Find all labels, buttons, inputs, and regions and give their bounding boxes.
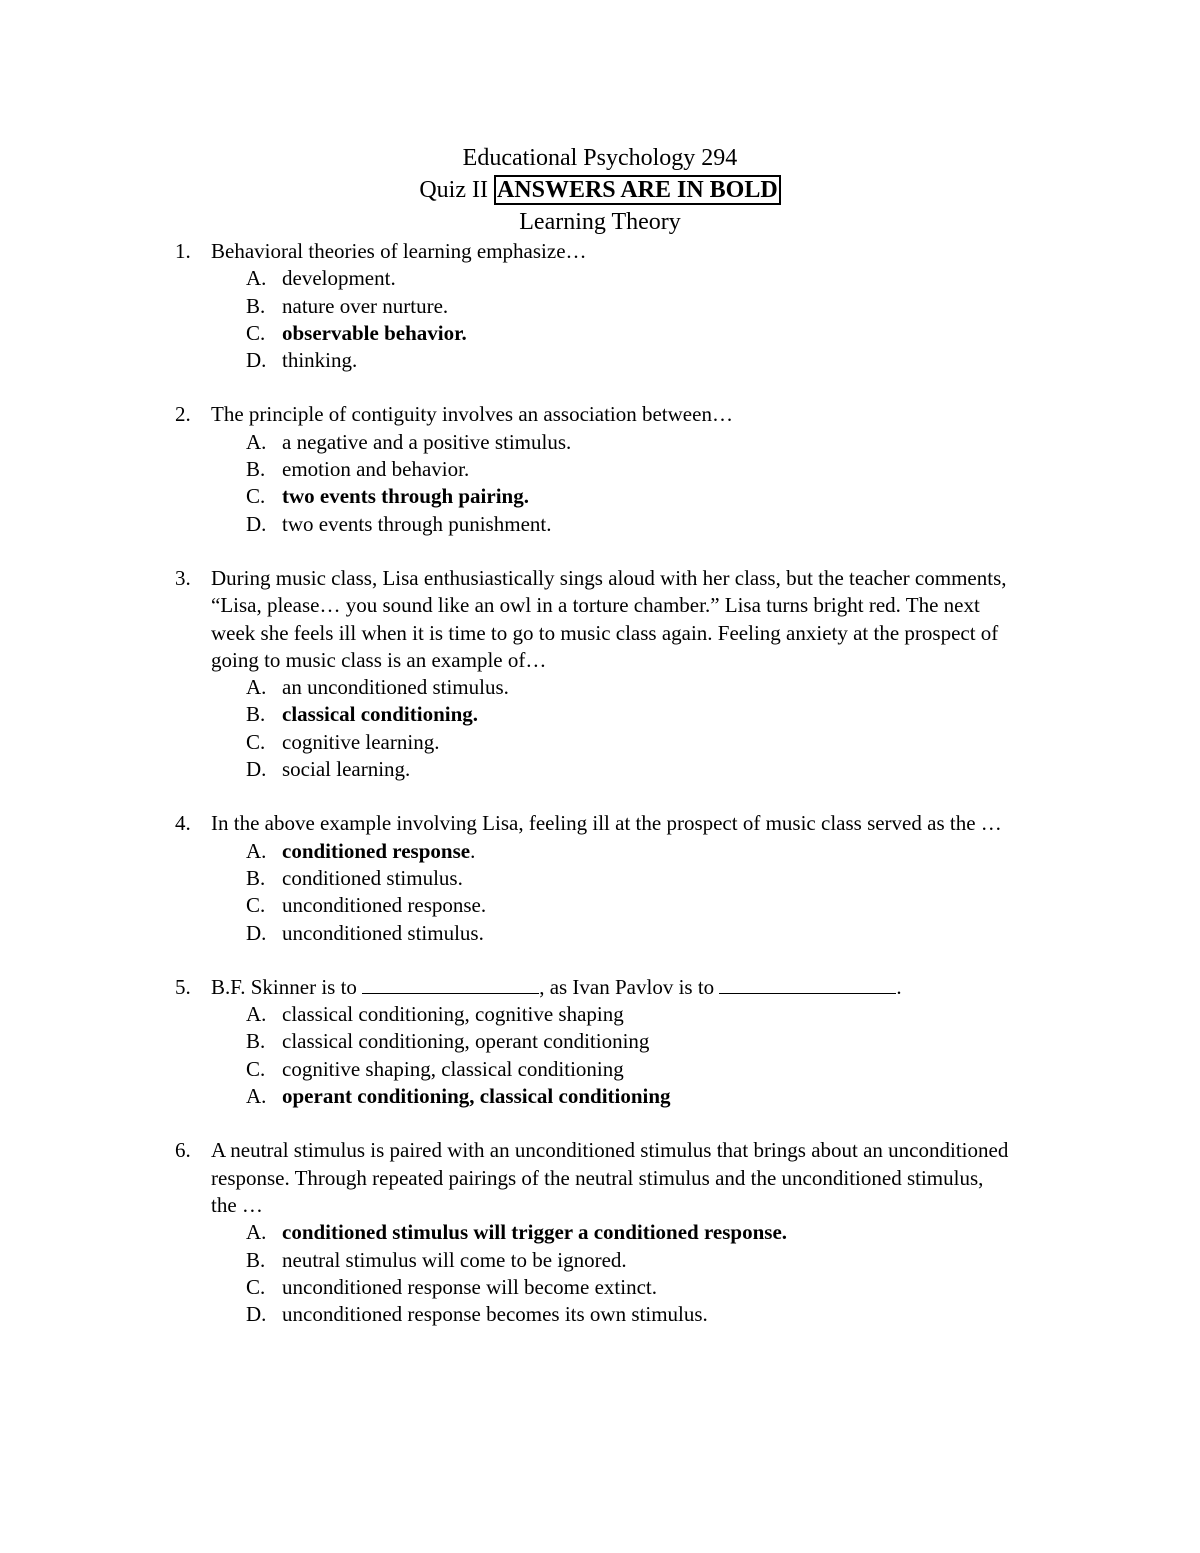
option-a bbox=[0, 674, 1200, 701]
question-stem bbox=[0, 1137, 1011, 1219]
option-letter: B. bbox=[246, 457, 266, 482]
option-text: social learning. bbox=[282, 757, 411, 782]
option-c-correct bbox=[0, 483, 1200, 510]
option-a-correct bbox=[0, 1219, 1200, 1246]
option-text: classical conditioning, cognitive shaping bbox=[282, 1002, 624, 1027]
fill-in-blank-2 bbox=[719, 975, 896, 994]
option-text: emotion and behavior. bbox=[282, 457, 470, 482]
option-letter: B. bbox=[246, 865, 266, 890]
option-list bbox=[0, 265, 1200, 374]
option-letter: C. bbox=[246, 1274, 266, 1299]
option-letter: C. bbox=[246, 729, 266, 754]
option-a bbox=[0, 429, 1200, 456]
question-number: 4. bbox=[175, 811, 191, 836]
quiz-title-line bbox=[0, 174, 1200, 206]
option-text: conditioned stimulus. bbox=[282, 865, 463, 890]
option-b bbox=[0, 293, 1200, 320]
option-text: nature over nurture. bbox=[282, 293, 449, 318]
option-letter: A. bbox=[246, 429, 267, 454]
question-text: Behavioral theories of learning emphasize… bbox=[211, 239, 587, 263]
option-b bbox=[0, 456, 1200, 483]
option-text: classical conditioning, operant conditioning bbox=[282, 1029, 650, 1054]
question-3 bbox=[0, 565, 1200, 783]
question-text-part-3: . bbox=[896, 974, 902, 999]
option-list bbox=[0, 674, 1200, 783]
option-text: two events through pairing. bbox=[282, 484, 529, 509]
option-text: unconditioned response becomes its own stimulus. bbox=[282, 1302, 708, 1327]
option-letter: A. bbox=[246, 266, 267, 291]
option-b-correct bbox=[0, 701, 1200, 728]
option-b bbox=[0, 865, 1200, 892]
option-a bbox=[0, 265, 1200, 292]
option-letter: D. bbox=[246, 920, 267, 945]
option-letter: C. bbox=[246, 1056, 266, 1081]
option-a bbox=[0, 1001, 1200, 1028]
question-1 bbox=[0, 238, 1200, 374]
option-d-correct bbox=[0, 1083, 1200, 1110]
option-list bbox=[0, 1001, 1200, 1110]
option-letter: D. bbox=[246, 1302, 267, 1327]
question-6 bbox=[0, 1137, 1200, 1328]
option-text: classical conditioning. bbox=[282, 702, 479, 727]
answers-note-box: ANSWERS ARE IN BOLD bbox=[494, 175, 781, 205]
option-letter: B. bbox=[246, 293, 266, 318]
option-text: two events through punishment. bbox=[282, 511, 552, 536]
option-text: neutral stimulus will come to be ignored. bbox=[282, 1247, 627, 1272]
option-a-correct bbox=[0, 838, 1200, 865]
fill-in-blank-1 bbox=[362, 975, 539, 994]
question-number: 6. bbox=[175, 1138, 191, 1163]
option-list bbox=[0, 1219, 1200, 1328]
option-text: a negative and a positive stimulus. bbox=[282, 429, 572, 454]
question-text-part-1: B.F. Skinner is to bbox=[211, 974, 363, 999]
option-text: development. bbox=[282, 266, 396, 291]
option-text: cognitive shaping, classical conditioning bbox=[282, 1056, 624, 1081]
option-text: conditioned response bbox=[282, 838, 471, 863]
option-letter: D. bbox=[246, 757, 267, 782]
option-letter: A. bbox=[246, 675, 267, 700]
option-text: observable behavior. bbox=[282, 320, 467, 345]
option-d bbox=[0, 347, 1200, 374]
option-c bbox=[0, 1056, 1200, 1083]
question-text: A neutral stimulus is paired with an unconditioned stimulus that brings about an unconditioned response. Through repeated pairings of the neutral stimulus and the unconditioned stimulus, the … bbox=[211, 1138, 1009, 1217]
option-c bbox=[0, 1274, 1200, 1301]
option-b bbox=[0, 1247, 1200, 1274]
option-text: unconditioned response will become extinct. bbox=[282, 1274, 657, 1299]
option-text: thinking. bbox=[282, 348, 358, 373]
option-letter: C. bbox=[246, 893, 266, 918]
question-text: During music class, Lisa enthusiastically sings aloud with her class, but the teacher comments, “Lisa, please… you sound like an owl in a torture chamber.” Lisa turns bright red. The next week she feels ill when it is time to go to music class again. Feeling anxiety at the prospect of going to music class is an example of… bbox=[211, 565, 1007, 672]
option-letter: A. bbox=[246, 1084, 267, 1109]
option-text: an unconditioned stimulus. bbox=[282, 675, 509, 700]
option-letter: A. bbox=[246, 1002, 267, 1027]
question-stem bbox=[0, 238, 1011, 265]
question-stem bbox=[0, 565, 1011, 674]
option-text: conditioned stimulus will trigger a conditioned response. bbox=[282, 1220, 788, 1245]
question-text: In the above example involving Lisa, feeling ill at the prospect of music class served as the … bbox=[211, 811, 1002, 836]
option-d bbox=[0, 1301, 1200, 1328]
option-d bbox=[0, 756, 1200, 783]
option-suffix: . bbox=[470, 838, 476, 863]
question-5 bbox=[0, 974, 1200, 1110]
question-stem bbox=[0, 401, 1011, 428]
question-number: 5. bbox=[175, 974, 191, 999]
option-d bbox=[0, 920, 1200, 947]
question-text: The principle of contiguity involves an association between… bbox=[211, 402, 733, 427]
option-letter: B. bbox=[246, 1247, 266, 1272]
quiz-title: Quiz II bbox=[419, 177, 488, 203]
option-letter: A. bbox=[246, 1220, 267, 1245]
option-list bbox=[0, 429, 1200, 538]
option-c-correct bbox=[0, 320, 1200, 347]
option-text: cognitive learning. bbox=[282, 729, 440, 754]
question-stem bbox=[0, 810, 1011, 837]
option-b bbox=[0, 1028, 1200, 1055]
question-number: 1. bbox=[175, 239, 191, 263]
question-number: 2. bbox=[175, 402, 191, 427]
question-stem bbox=[0, 974, 1011, 1001]
option-d bbox=[0, 511, 1200, 538]
option-letter: D. bbox=[246, 511, 267, 536]
option-letter: B. bbox=[246, 1029, 266, 1054]
document-header bbox=[0, 142, 1200, 238]
option-list bbox=[0, 838, 1200, 947]
option-letter: D. bbox=[246, 348, 267, 373]
question-2 bbox=[0, 401, 1200, 537]
question-list bbox=[0, 238, 1200, 1355]
option-letter: C. bbox=[246, 484, 266, 509]
option-text: unconditioned stimulus. bbox=[282, 920, 484, 945]
question-text-part-2: , as Ivan Pavlov is to bbox=[539, 974, 720, 999]
question-number: 3. bbox=[175, 565, 191, 590]
option-letter: A. bbox=[246, 838, 267, 863]
option-text: unconditioned response. bbox=[282, 893, 487, 918]
course-title: Educational Psychology 294 bbox=[462, 145, 738, 171]
option-text: operant conditioning, classical conditioning bbox=[282, 1084, 671, 1109]
option-letter: C. bbox=[246, 320, 266, 345]
option-c bbox=[0, 729, 1200, 756]
question-4 bbox=[0, 810, 1200, 946]
option-letter: B. bbox=[246, 702, 266, 727]
topic-title: Learning Theory bbox=[519, 209, 681, 235]
option-c bbox=[0, 892, 1200, 919]
